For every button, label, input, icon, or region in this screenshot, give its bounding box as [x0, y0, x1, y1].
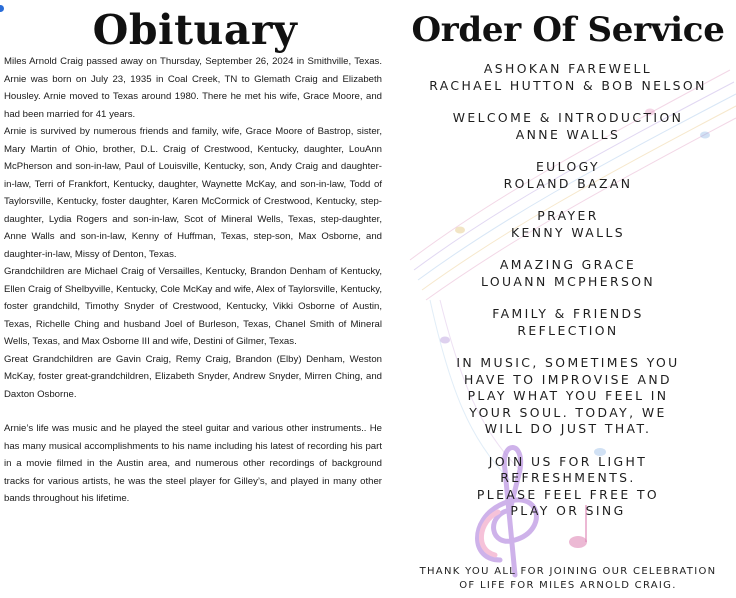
service-item-farewell — [400, 61, 736, 94]
order-of-service-panel — [400, 0, 736, 598]
service-item-line: ANNE WALLS — [515, 126, 621, 142]
obituary-paragraph: Miles Arnold Craig passed away on Thursday, September 26, 2024 in Smithville, Texas. Arnie was born on July 23, 1935 in Coal Creek, TN to Glemath Craig and Elizabeth Housley. Arnie moved to Texas around 1980. There he met his wife, Grace Moore, and had been married for 41 years. — [4, 56, 382, 120]
closing-message — [400, 565, 736, 593]
service-item-line: WILL DO JUST THAT. — [484, 421, 652, 436]
service-item-line: LOUANN MCPHERSON — [480, 273, 656, 289]
obituary-text — [4, 53, 382, 508]
order-of-service-title: Order Of Service — [411, 10, 725, 50]
obituary-paragraph: Grandchildren are Michael Craig of Versailles, Kentucky, Brandon Denham of Kentucky, Ellen Craig of Shelbyville, Kentucky, Cole McKay and wife, Alex of Taylorsville, Kentucky, foster grandchild, Timothy Snyder of Crestwood, Kentucky, Vikki Osborne of Austin, Texas, Richelle Ching and husband Joel of Burleson, Texas, Chanel Smith of Mineral Wells, Texas, and Max Osborne III and wife, Destini of Gilmer, Texas. — [4, 266, 382, 347]
service-item-line: FAMILY & FRIENDS — [492, 306, 644, 321]
service-item-line: REFLECTION — [517, 322, 619, 338]
service-item-amazing-grace — [400, 257, 736, 290]
service-item-line: IN MUSIC, SOMETIMES YOU — [456, 355, 680, 370]
service-program — [400, 61, 736, 536]
service-item-line: PLEASE FEEL FREE TO — [476, 486, 660, 502]
service-item-line: ROLAND BAZAN — [503, 175, 633, 191]
service-item-line: WELCOME & INTRODUCTION — [452, 110, 684, 125]
service-item-music-quote — [400, 355, 736, 438]
service-item-line: JOIN US FOR LIGHT — [488, 453, 648, 469]
service-item-line: REFRESHMENTS. — [500, 470, 636, 485]
service-item-line: ASHOKAN FAREWELL — [483, 61, 653, 76]
service-item-refreshments — [400, 454, 736, 520]
music-note-icon — [569, 536, 587, 548]
service-item-welcome — [400, 110, 736, 143]
closing-line: THANK YOU ALL FOR JOINING OUR CELEBRATION — [419, 566, 717, 577]
obituary-paragraph: Arnie is survived by numerous friends and family, wife, Grace Moore of Bastrop, sister, Mary Martin of Ohio, brother, D.L. Craig of Crestwood, Kentucky, daughter, LouAnn McPherson and son-in-law, Paul of Louisville, Kentucky, son, Andy Craig and daughter-in-law, Terri of Frankfort, Kentucky, daughter, Waynette McKay, and son-in-law, Todd of Taylorsville, Kentucky, foster daughter, Karen McCormick of Crestwood, Kentucky, step-daughter, Lydia Rogers and son-in-law, Scot of Mineral Wells, Texas, step-daughter, Anne Walls and son-in-law, Kenny of Huffman, Texas, step-son, Max Osborne, and daughter-in-law, Missy of Denton, Texas. — [4, 126, 382, 260]
obituary-paragraph: Great Grandchildren are Gavin Craig, Remy Craig, Brandon (Elby) Denham, Weston McKay, foster great-grandchildren, Elizabeth Snyder, Andrew Snyder, Mirren Ching, and Daxton Osborne. — [4, 353, 382, 400]
service-item-line: YOUR SOUL. TODAY, WE — [469, 404, 667, 420]
service-item-line: PLAY WHAT YOU FEEL IN — [467, 388, 669, 403]
obituary-title: Obituary — [92, 6, 298, 54]
service-item-line: RACHAEL HUTTON & BOB NELSON — [429, 77, 707, 93]
closing-line: OF LIFE FOR MILES ARNOLD CRAIG. — [459, 580, 677, 591]
service-item-line: PRAYER — [537, 208, 599, 223]
service-item-line: EULOGY — [535, 159, 601, 174]
service-item-line: HAVE TO IMPROVISE AND — [464, 371, 672, 387]
service-item-line: AMAZING GRACE — [499, 257, 637, 272]
service-item-line: PLAY OR SING — [510, 503, 626, 518]
service-item-reflection — [400, 306, 736, 339]
service-item-eulogy — [400, 159, 736, 192]
service-item-prayer — [400, 208, 736, 241]
service-item-line: KENNY WALLS — [510, 224, 626, 240]
obituary-paragraph: Arnie’s life was music and he played the steel guitar and various other instruments.. He has many musical accomplishments to his name including his latest of recording his part in a movie filmed in the Austin area, and numerous other recordings of background tracks for various artists, he was the steel player for Gilley’s, and played in many other bands throughout his lifetime. — [4, 423, 382, 504]
